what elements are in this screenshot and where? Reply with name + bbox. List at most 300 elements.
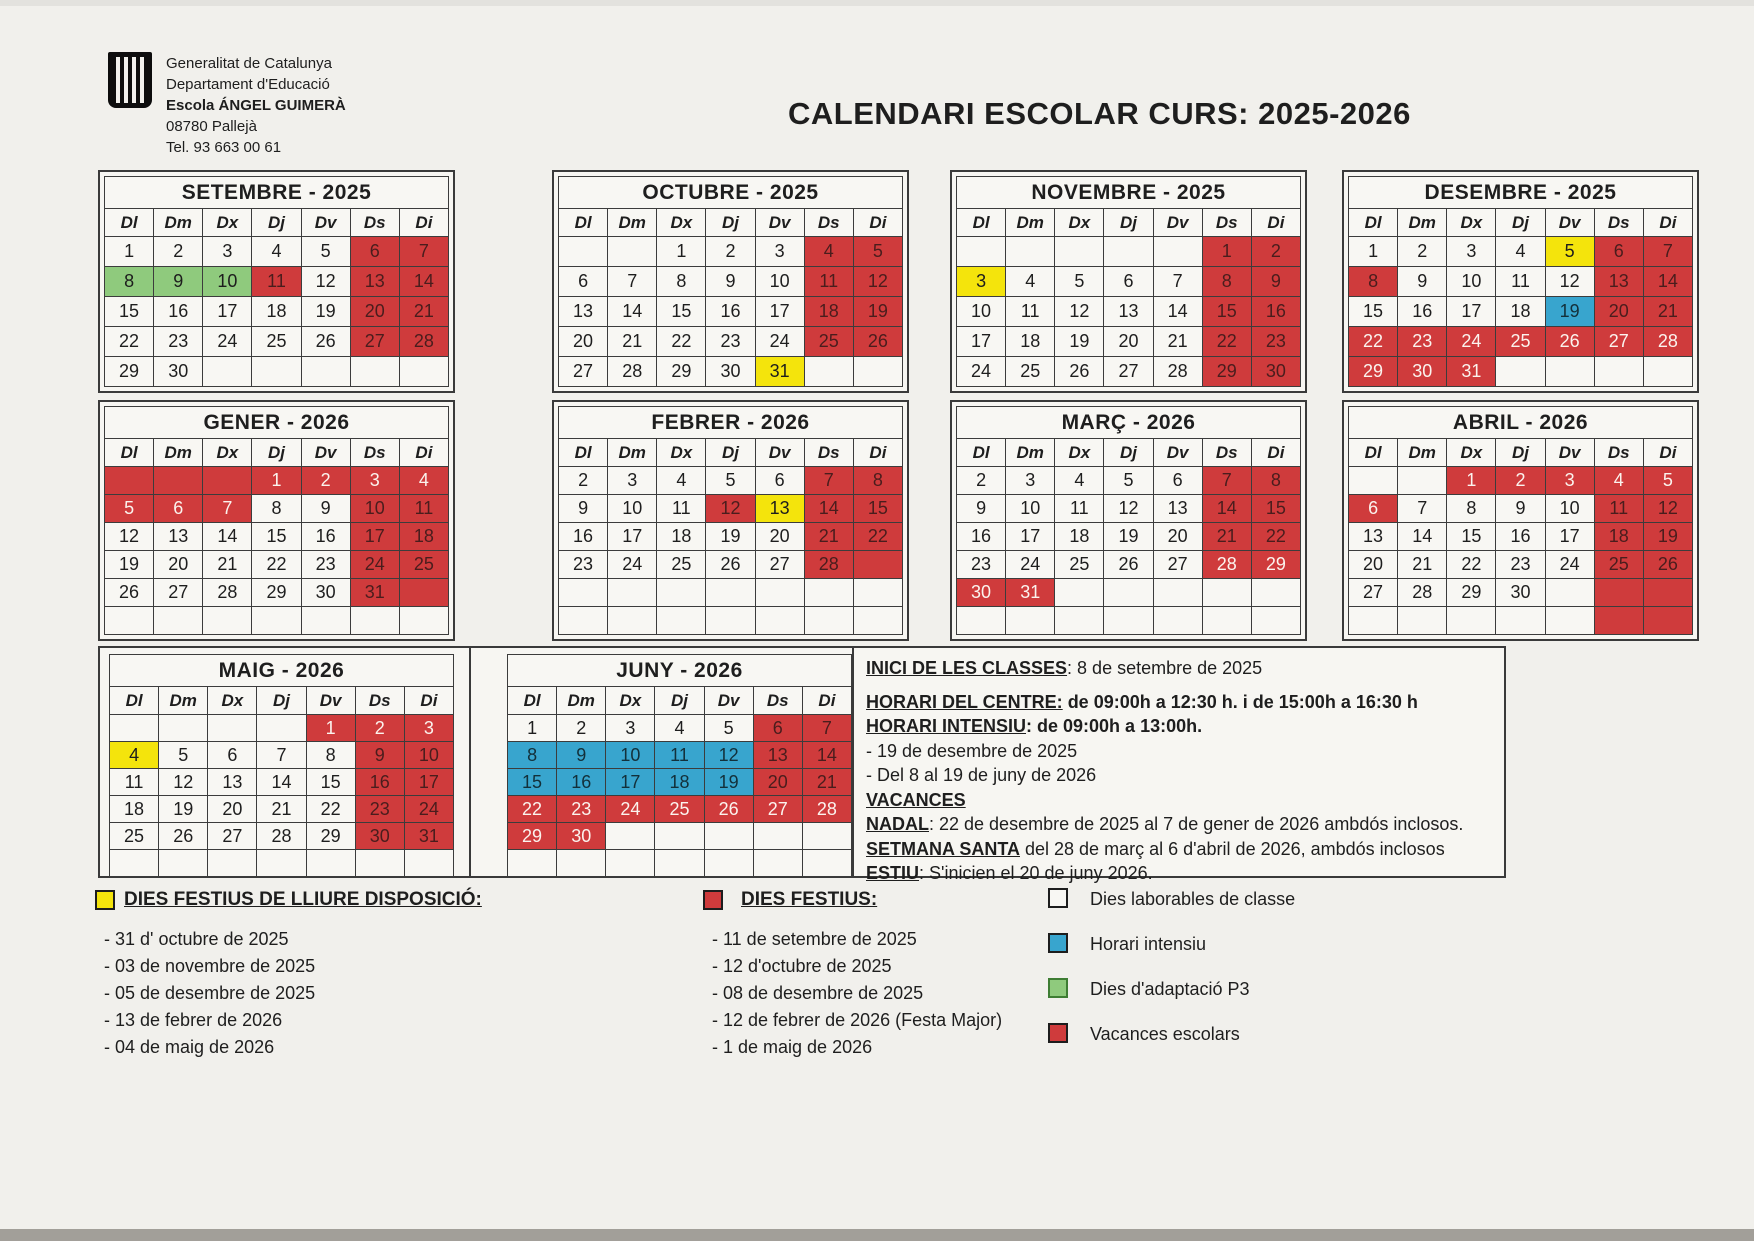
day-cell: 24 [1006,551,1055,579]
day-cell: 1 [657,237,706,267]
day-cell: 18 [1594,523,1643,551]
day-cell: 22 [1202,327,1251,357]
day-cell: 15 [1447,523,1496,551]
day-cell: 31 [404,823,453,850]
day-cell [608,579,657,607]
day-cell [1643,357,1692,387]
day-cell [1055,607,1104,635]
day-cell: 4 [1006,267,1055,297]
day-cell: 10 [1545,495,1594,523]
day-cell: 3 [755,237,804,267]
day-cell: 7 [1153,267,1202,297]
day-cell: 19 [301,297,350,327]
month-table [558,406,903,635]
day-cell: 10 [203,267,252,297]
divider [469,648,471,876]
day-cell: 18 [804,297,853,327]
day-cell: 21 [1202,523,1251,551]
info-heading: INICI DE LES CLASSES [866,658,1068,678]
day-cell: 28 [399,327,448,357]
page-title: CALENDARI ESCOLAR CURS: 2025-2026 [788,96,1411,131]
day-cell: 23 [1251,327,1300,357]
weekday-header: Ds [1594,439,1643,467]
day-cell [704,823,753,850]
day-cell: 24 [957,357,1006,387]
day-cell: 2 [557,715,606,742]
day-cell: 5 [1545,237,1594,267]
month-table [956,406,1301,635]
month-title: GENER - 2026 [105,407,449,439]
day-cell: 25 [655,796,704,823]
weekday-header: Dj [706,209,755,237]
day-cell: 8 [1251,467,1300,495]
day-cell: 16 [1496,523,1545,551]
day-cell: 11 [110,769,159,796]
weekday-header: Di [853,209,902,237]
day-cell [1594,579,1643,607]
day-cell: 21 [257,796,306,823]
day-cell: 4 [804,237,853,267]
day-cell: 8 [1349,267,1398,297]
day-cell: 12 [1643,495,1692,523]
day-cell [159,850,208,877]
legend-label: Dies laborables de classe [1090,889,1296,909]
day-cell: 19 [1104,523,1153,551]
day-cell: 13 [154,523,203,551]
day-cell: 5 [105,495,154,523]
day-cell [1251,579,1300,607]
day-cell [252,357,301,387]
legend-item: - 04 de maig de 2026 [104,1037,275,1057]
day-cell: 18 [110,796,159,823]
weekday-header: Dm [1398,439,1447,467]
day-cell: 13 [755,495,804,523]
day-cell [1202,579,1251,607]
weekday-header: Dl [1349,209,1398,237]
day-cell: 25 [399,551,448,579]
weekday-header: Dm [608,209,657,237]
weekday-header: Dv [1545,209,1594,237]
info-line [866,837,1506,862]
day-cell: 17 [957,327,1006,357]
day-cell: 18 [657,523,706,551]
day-cell: 25 [110,823,159,850]
day-cell: 17 [1006,523,1055,551]
day-cell: 27 [1349,579,1398,607]
day-cell: 12 [159,769,208,796]
weekday-header: Dm [557,687,606,715]
weekday-header: Dx [657,439,706,467]
weekday-header: Dv [755,209,804,237]
weekday-header: Dm [159,687,208,715]
day-cell [802,850,851,877]
day-cell: 2 [355,715,404,742]
day-cell: 7 [1202,467,1251,495]
weekday-header: Di [1643,439,1692,467]
month-marc-2026 [950,400,1307,641]
day-cell: 21 [1398,551,1447,579]
day-cell: 9 [559,495,608,523]
day-cell: 8 [252,495,301,523]
weekday-header: Ds [355,687,404,715]
weekday-header: Dv [704,687,753,715]
legend-label: Vacances escolars [1090,1024,1240,1044]
weekday-header: Ds [350,439,399,467]
day-cell [1153,237,1202,267]
weekday-header: Dv [301,209,350,237]
day-cell: 5 [1055,267,1104,297]
weekday-header: Ds [350,209,399,237]
day-cell: 1 [1202,237,1251,267]
day-cell: 1 [306,715,355,742]
day-cell: 2 [957,467,1006,495]
day-cell [706,579,755,607]
day-cell [706,607,755,635]
legend-item: - 12 d'octubre de 2025 [712,956,892,976]
day-cell: 28 [203,579,252,607]
day-cell: 29 [657,357,706,387]
day-cell: 6 [350,237,399,267]
legend-item: - 13 de febrer de 2026 [104,1010,283,1030]
day-cell: 15 [105,297,154,327]
weekday-header: Dl [508,687,557,715]
day-cell [399,357,448,387]
day-cell [753,850,802,877]
weekday-header: Dv [306,687,355,715]
day-cell: 30 [301,579,350,607]
weekday-header: Dm [1006,209,1055,237]
day-cell [1643,579,1692,607]
weekday-header: Di [399,209,448,237]
day-cell [508,850,557,877]
day-cell [1447,607,1496,635]
day-cell: 14 [399,267,448,297]
day-cell: 16 [154,297,203,327]
day-cell [350,607,399,635]
day-cell: 25 [1496,327,1545,357]
day-cell: 26 [105,579,154,607]
day-cell: 9 [1496,495,1545,523]
day-cell [608,237,657,267]
month-table [104,406,449,635]
day-cell: 16 [557,769,606,796]
day-cell: 17 [1447,297,1496,327]
day-cell: 30 [557,823,606,850]
day-cell [1006,607,1055,635]
day-cell: 7 [608,267,657,297]
day-cell [559,237,608,267]
day-cell [1545,607,1594,635]
day-cell: 29 [306,823,355,850]
day-cell: 14 [1398,523,1447,551]
day-cell: 31 [1006,579,1055,607]
info-panel [866,656,1506,886]
day-cell: 28 [802,796,851,823]
day-cell: 15 [657,297,706,327]
day-cell: 11 [657,495,706,523]
day-cell: 27 [559,357,608,387]
weekday-header: Di [1251,439,1300,467]
day-cell: 1 [1447,467,1496,495]
day-cell: 2 [1398,237,1447,267]
day-cell [1643,607,1692,635]
weekday-header: Dv [1545,439,1594,467]
weekday-header: Dm [1006,439,1055,467]
legend-swatch-white [1048,888,1068,908]
weekday-header: Dj [706,439,755,467]
day-cell: 16 [706,297,755,327]
day-cell: 20 [1104,327,1153,357]
day-cell [1398,607,1447,635]
day-cell [1545,357,1594,387]
weekday-header: Dl [957,209,1006,237]
day-cell: 25 [804,327,853,357]
day-cell: 26 [704,796,753,823]
day-cell: 13 [1104,297,1153,327]
day-cell: 3 [203,237,252,267]
day-cell: 26 [1104,551,1153,579]
day-cell: 9 [355,742,404,769]
day-cell: 23 [355,796,404,823]
weekday-header: Dx [208,687,257,715]
day-cell: 20 [208,796,257,823]
day-cell: 4 [657,467,706,495]
day-cell [704,850,753,877]
day-cell: 3 [606,715,655,742]
school-header-block [166,53,346,158]
day-cell: 14 [203,523,252,551]
month-novembre-2025 [950,170,1307,393]
day-cell [350,357,399,387]
day-cell: 13 [350,267,399,297]
day-cell: 20 [154,551,203,579]
day-cell: 6 [1349,495,1398,523]
weekday-header: Dx [203,209,252,237]
day-cell [1104,237,1153,267]
org-line: Departament d'Educació [166,76,330,93]
day-cell: 24 [1447,327,1496,357]
day-cell: 22 [252,551,301,579]
day-cell: 15 [252,523,301,551]
day-cell [753,823,802,850]
day-cell [203,467,252,495]
day-cell: 5 [301,237,350,267]
day-cell [1202,607,1251,635]
day-cell: 21 [1643,297,1692,327]
day-cell: 17 [203,297,252,327]
day-cell: 9 [557,742,606,769]
day-cell: 22 [508,796,557,823]
day-cell: 27 [1104,357,1153,387]
info-heading: VACANCES [866,789,966,810]
day-cell: 11 [655,742,704,769]
day-cell: 29 [1447,579,1496,607]
month-table [104,176,449,387]
day-cell: 3 [1447,237,1496,267]
day-cell [1496,357,1545,387]
day-cell [257,715,306,742]
weekday-header: Dx [1447,209,1496,237]
day-cell: 22 [105,327,154,357]
day-cell: 23 [1398,327,1447,357]
info-text: : de 09:00h a 13:00h. [1026,716,1203,736]
day-cell: 28 [257,823,306,850]
day-cell: 24 [404,796,453,823]
day-cell [208,850,257,877]
day-cell: 4 [1594,467,1643,495]
legend-list-festius [712,926,1002,1061]
day-cell: 28 [1398,579,1447,607]
day-cell: 4 [252,237,301,267]
day-cell: 22 [1349,327,1398,357]
day-cell: 7 [203,495,252,523]
day-cell: 18 [252,297,301,327]
day-cell: 8 [306,742,355,769]
weekday-header: Dv [755,439,804,467]
day-cell: 8 [1202,267,1251,297]
weekday-header: Dl [559,439,608,467]
day-cell: 24 [755,327,804,357]
scan-edge-bottom [0,1229,1754,1241]
weekday-header: Di [802,687,851,715]
day-cell: 20 [559,327,608,357]
day-cell: 12 [706,495,755,523]
info-text: - Del 8 al 19 de juny de 2026 [866,765,1097,785]
day-cell: 16 [301,523,350,551]
day-cell: 19 [1643,523,1692,551]
day-cell [853,579,902,607]
info-line [866,788,1506,813]
day-cell: 18 [1055,523,1104,551]
day-cell: 30 [1251,357,1300,387]
day-cell: 24 [606,796,655,823]
day-cell: 30 [1496,579,1545,607]
legend-item: - 11 de setembre de 2025 [712,929,917,949]
day-cell: 22 [306,796,355,823]
day-cell: 23 [1496,551,1545,579]
day-cell: 9 [154,267,203,297]
day-cell: 2 [559,467,608,495]
day-cell [755,579,804,607]
day-cell: 5 [1104,467,1153,495]
day-cell [657,579,706,607]
day-cell [257,850,306,877]
day-cell: 26 [1643,551,1692,579]
day-cell: 4 [1496,237,1545,267]
day-cell: 18 [655,769,704,796]
day-cell [657,607,706,635]
weekday-header: Dj [1104,439,1153,467]
day-cell: 12 [853,267,902,297]
day-cell: 16 [559,523,608,551]
day-cell [252,607,301,635]
day-cell [957,237,1006,267]
day-cell: 6 [1594,237,1643,267]
day-cell: 27 [1153,551,1202,579]
day-cell: 3 [1006,467,1055,495]
day-cell: 29 [1251,551,1300,579]
day-cell: 14 [257,769,306,796]
day-cell: 2 [154,237,203,267]
weekday-header: Dx [203,439,252,467]
day-cell: 23 [957,551,1006,579]
day-cell: 13 [1349,523,1398,551]
day-cell: 16 [1251,297,1300,327]
legend-item: - 12 de febrer de 2026 (Festa Major) [712,1010,1003,1030]
day-cell: 8 [508,742,557,769]
day-cell: 11 [252,267,301,297]
weekday-header: Ds [1202,439,1251,467]
day-cell: 10 [350,495,399,523]
day-cell: 15 [508,769,557,796]
weekday-header: Ds [753,687,802,715]
day-cell [608,607,657,635]
month-title: SETEMBRE - 2025 [105,177,449,209]
weekday-header: Dx [1447,439,1496,467]
day-cell: 8 [657,267,706,297]
day-cell [804,357,853,387]
day-cell: 27 [753,796,802,823]
day-cell: 12 [301,267,350,297]
weekday-header: Dl [559,209,608,237]
info-heading: SETMANA SANTA [866,838,1020,859]
day-cell: 19 [704,769,753,796]
day-cell: 7 [1398,495,1447,523]
day-cell: 29 [105,357,154,387]
day-cell: 17 [608,523,657,551]
day-cell: 25 [1006,357,1055,387]
day-cell [1398,467,1447,495]
info-line [866,656,1506,681]
day-cell: 27 [1594,327,1643,357]
day-cell: 24 [608,551,657,579]
day-cell: 4 [655,715,704,742]
day-cell [203,357,252,387]
legend-item: - 03 de novembre de 2025 [104,956,316,976]
day-cell: 6 [753,715,802,742]
day-cell [804,579,853,607]
day-cell: 23 [301,551,350,579]
day-cell: 9 [957,495,1006,523]
day-cell: 8 [105,267,154,297]
day-cell: 15 [1251,495,1300,523]
day-cell: 3 [404,715,453,742]
info-text: del 28 de març al 6 d'abril de 2026, ambdós inclosos [1020,838,1445,859]
day-cell: 21 [804,523,853,551]
day-cell: 30 [355,823,404,850]
month-title: OCTUBRE - 2025 [559,177,903,209]
day-cell: 3 [957,267,1006,297]
day-cell: 8 [1447,495,1496,523]
month-title: MAIG - 2026 [110,655,454,687]
day-cell: 30 [957,579,1006,607]
day-cell: 16 [355,769,404,796]
day-cell: 27 [350,327,399,357]
weekday-header: Dx [606,687,655,715]
month-title: MARÇ - 2026 [957,407,1301,439]
day-cell: 4 [110,742,159,769]
generalitat-logo-icon [108,52,152,108]
day-cell: 10 [957,297,1006,327]
day-cell: 30 [154,357,203,387]
legend-label: Dies d'adaptació P3 [1090,979,1250,999]
day-cell [110,715,159,742]
weekday-header: Dj [1496,439,1545,467]
day-cell: 3 [1545,467,1594,495]
day-cell [559,607,608,635]
month-table [507,654,852,877]
weekday-header: Dv [1153,209,1202,237]
